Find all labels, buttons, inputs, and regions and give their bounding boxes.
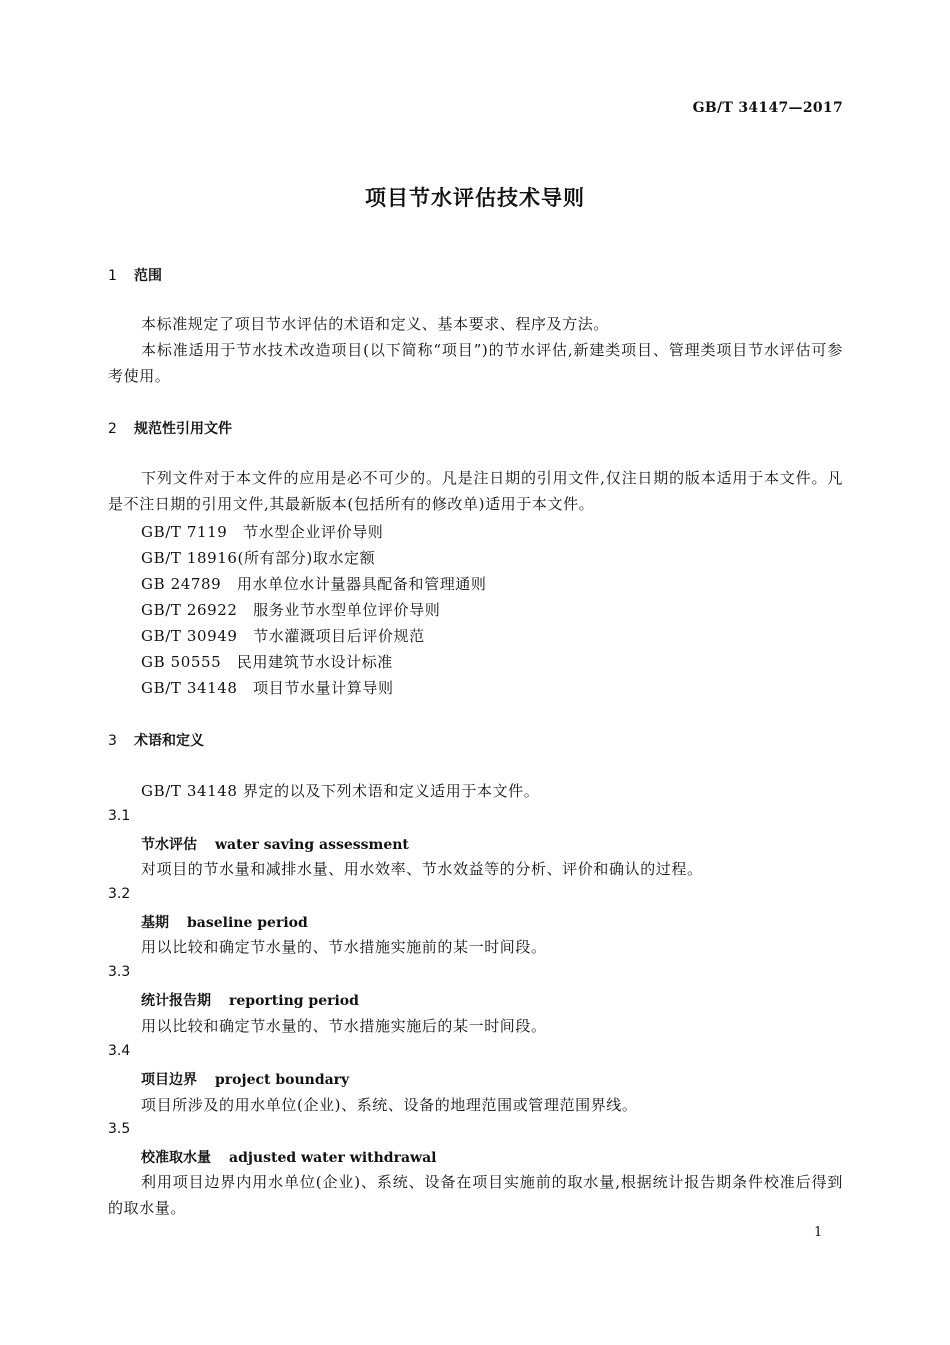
term-number: 3.2	[108, 886, 131, 902]
section-2-heading	[108, 418, 232, 438]
term-en: project boundary	[215, 1072, 350, 1088]
page-number: 1	[814, 1225, 823, 1240]
section-number: 1	[108, 268, 117, 284]
term-heading	[141, 1147, 436, 1167]
term-number: 3.3	[108, 964, 131, 980]
reference-item: GB/T 34148 项目节水量计算导则	[141, 679, 394, 697]
paragraph: 下列文件对于本文件的应用是必不可少的。凡是注日期的引用文件,仅注日期的版本适用于本文件。凡是不注日期的引用文件,其最新版本(包括所有的修改单)适用于本文件。	[108, 469, 843, 513]
section-3-heading	[108, 730, 204, 750]
section-title: 范围	[134, 268, 162, 284]
term-en: water saving assessment	[215, 837, 409, 853]
paragraph: 本标准规定了项目节水评估的术语和定义、基本要求、程序及方法。	[141, 315, 610, 333]
term-heading	[141, 1069, 349, 1089]
section-1-heading	[108, 265, 162, 285]
reference-item: GB 24789 用水单位水计量器具配备和管理通则	[141, 575, 487, 593]
term-number: 3.1	[108, 808, 131, 824]
reference-item: GB/T 7119 节水型企业评价导则	[141, 523, 384, 541]
term-definition: 项目所涉及的用水单位(企业)、系统、设备的地理范围或管理范围界线。	[141, 1096, 638, 1114]
reference-item: GB/T 18916(所有部分)取水定额	[141, 549, 376, 567]
reference-item: GB 50555 民用建筑节水设计标准	[141, 653, 393, 671]
term-zh: 基期	[141, 915, 169, 931]
term-en: baseline period	[187, 915, 308, 931]
term-zh: 统计报告期	[141, 993, 211, 1009]
term-definition: 用以比较和确定节水量的、节水措施实施后的某一时间段。	[141, 1017, 547, 1035]
paragraph: 本标准适用于节水技术改造项目(以下简称“项目”)的节水评估,新建类项目、管理类项目节水评估可参考使用。	[108, 341, 843, 385]
term-definition: 对项目的节水量和减排水量、用水效率、节水效益等的分析、评价和确认的过程。	[141, 860, 703, 878]
document-title: 项目节水评估技术导则	[365, 186, 585, 210]
section-title: 术语和定义	[134, 733, 204, 749]
paragraph: GB/T 34148 界定的以及下列术语和定义适用于本文件。	[141, 782, 540, 800]
term-number: 3.4	[108, 1043, 131, 1059]
standard-code: GB/T 34147—2017	[692, 100, 843, 116]
section-title: 规范性引用文件	[134, 421, 232, 437]
term-en: reporting period	[229, 993, 359, 1009]
section-number: 3	[108, 733, 117, 749]
term-heading	[141, 912, 308, 932]
term-heading	[141, 834, 409, 854]
term-definition: 利用项目边界内用水单位(企业)、系统、设备在项目实施前的取水量,根据统计报告期条件校准后得到的取水量。	[108, 1173, 843, 1217]
term-zh: 校准取水量	[141, 1150, 211, 1166]
term-zh: 节水评估	[141, 837, 197, 853]
term-heading	[141, 990, 359, 1010]
section-number: 2	[108, 421, 117, 437]
term-number: 3.5	[108, 1121, 131, 1137]
term-en: adjusted water withdrawal	[229, 1150, 437, 1166]
term-definition: 用以比较和确定节水量的、节水措施实施前的某一时间段。	[141, 938, 547, 956]
term-zh: 项目边界	[141, 1072, 197, 1088]
reference-item: GB/T 30949 节水灌溉项目后评价规范	[141, 627, 425, 645]
reference-item: GB/T 26922 服务业节水型单位评价导则	[141, 601, 441, 619]
